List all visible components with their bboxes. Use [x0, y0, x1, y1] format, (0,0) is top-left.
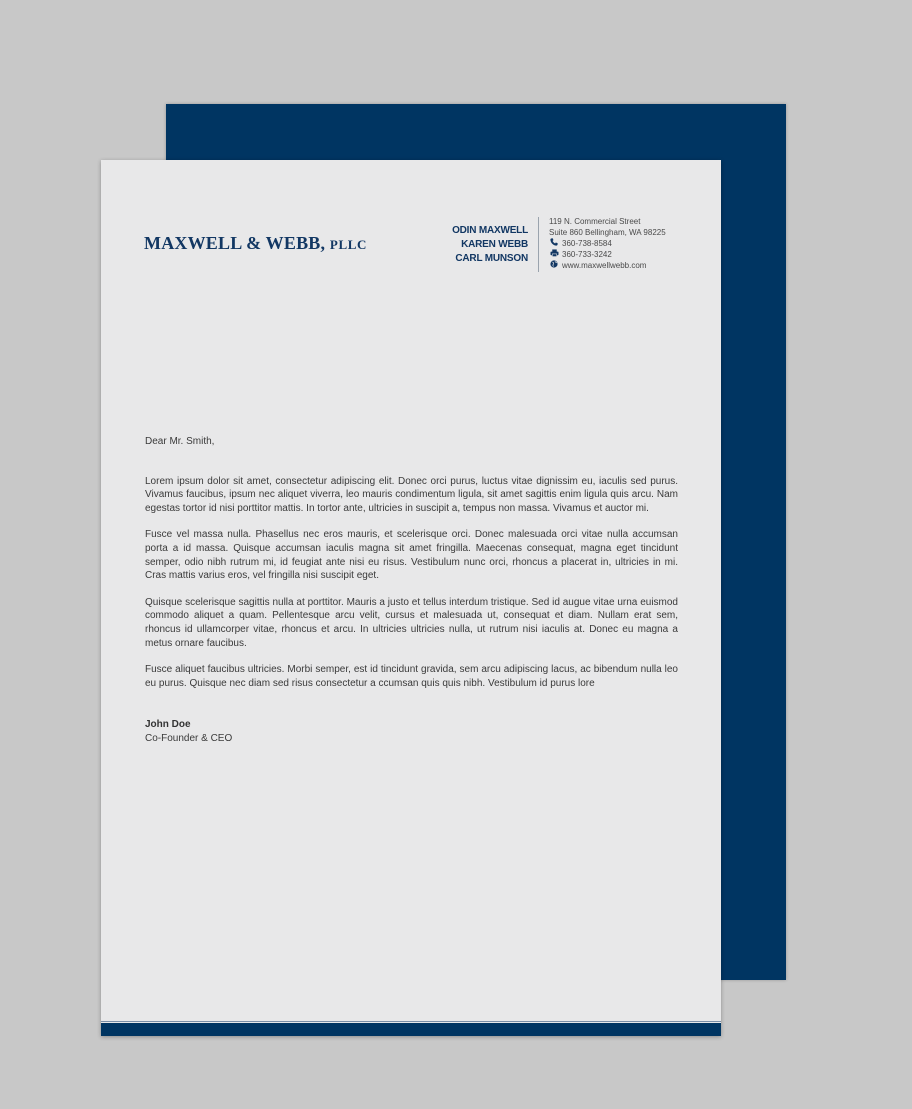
body-paragraph: Lorem ipsum dolor sit amet, consectetur adipiscing elit. Donec orci purus, luctus vitae dignissim eu, iaculis sed purus. Vivamus faucibus, ipsum nec aliquet viverra, leo mauris condimentum ligula, sit amet sagittis enim ligula quis arcu. Nam egestas tortor id nisi porttitor mattis. In tortor ante, ultricies in suscipit a, tempus non massa. Vivamus et auctor mi.: [145, 475, 678, 514]
letter-body: [145, 435, 678, 746]
website-url: www.maxwellwebb.com: [562, 261, 647, 270]
partner-name: KAREN WEBB: [461, 239, 528, 250]
partner-name: ODIN MAXWELL: [452, 225, 528, 236]
firm-logo: [144, 233, 367, 254]
address-line-2: Suite 860 Bellingham, WA 98225: [549, 228, 666, 237]
partners-list: [452, 224, 528, 266]
letterhead-page: [101, 160, 721, 1036]
phone-number: 360-738-8584: [562, 239, 612, 248]
footer-band: [101, 1023, 721, 1036]
body-paragraph: Fusce vel massa nulla. Phasellus nec eros mauris, et scelerisque orci. Donec malesuada orci vitae nulla accumsan porta a id massa. Quisque accumsan iaculis magna sit amet fringilla. Maecenas consequat, magna eget tincidunt semper, odio nibh rutrum mi, id feugiat ante nisi eu risus. Vestibulum nunc orci, rhoncus a placerat in, ultricies in mi. Cras mattis varius eros, vel fringilla nisi suscipit eget.: [145, 529, 678, 582]
contact-block: [549, 216, 666, 271]
phone-icon: [549, 238, 559, 249]
greeting: Dear Mr. Smith,: [145, 436, 215, 447]
globe-icon: [549, 260, 559, 271]
signature-block: [145, 718, 678, 745]
body-paragraph: Quisque scelerisque sagittis nulla at porttitor. Mauris a justo et tellus interdum tristique. Sed id augue vitae urna euismod commodo aliquet a quam. Pellentesque arcu velit, cursus et malesuada ut, consequat et diam. Nullam erat sem, rhoncus id ullamcorper vitae, rhoncus et arcu. In ultricies ultricies nulla, ut rutrum nisi iaculis at. Donec eu magna a metus ornare faucibus.: [145, 596, 678, 649]
body-paragraph: Fusce aliquet faucibus ultricies. Morbi semper, est id tincidunt gravida, sem arcu adipiscing lacus, ac bibendum nulla leo eu purus. Quisque nec diam sed risus consectetur a ccumsan quis quis nibh. Vestibulum id purus lore: [145, 664, 678, 689]
fax-row: [549, 249, 666, 260]
firm-suffix: PLLC: [329, 237, 367, 252]
partner-name: CARL MUNSON: [455, 253, 528, 264]
fax-icon: [549, 249, 559, 260]
website-row: [549, 260, 666, 271]
address-line-1: 119 N. Commercial Street: [549, 217, 641, 226]
signer-title: Co-Founder & CEO: [145, 732, 233, 744]
header-divider: [538, 217, 539, 272]
fax-number: 360-733-3242: [562, 250, 612, 259]
signer-name: John Doe: [145, 719, 191, 731]
phone-row: [549, 238, 666, 249]
firm-name: MAXWELL & WEBB,: [144, 233, 326, 253]
footer-rule: [101, 1021, 721, 1022]
